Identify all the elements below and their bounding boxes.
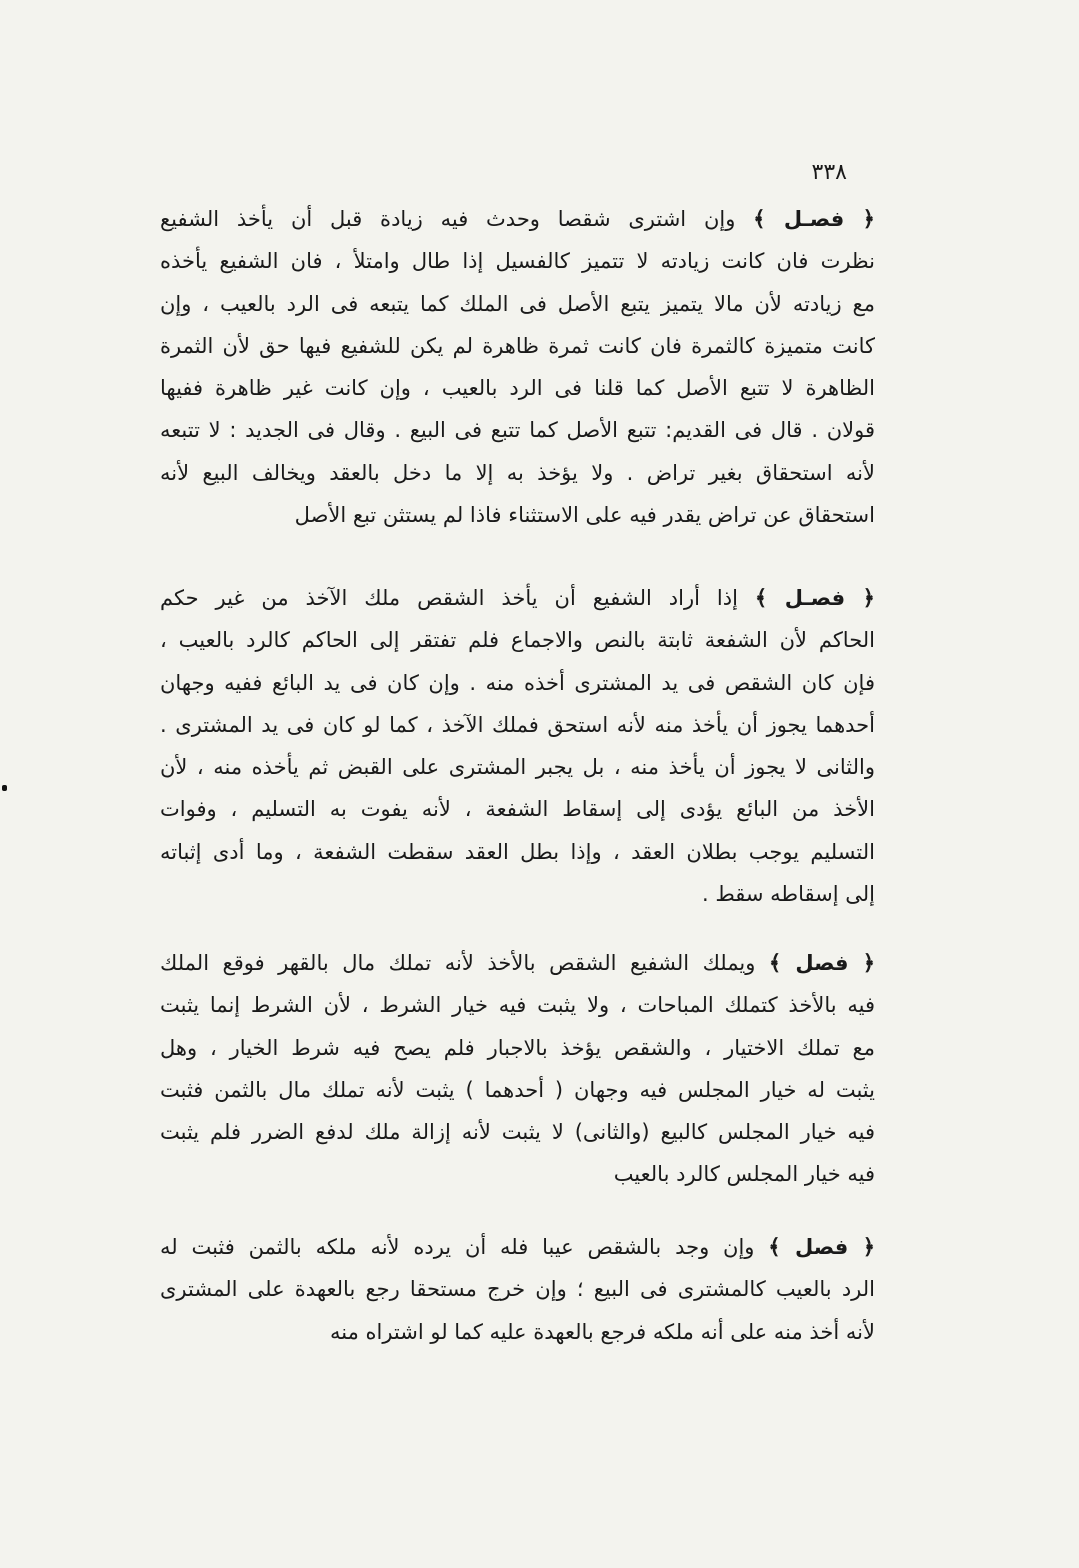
- section-heading: ﴿ فصل ﴾: [768, 951, 875, 975]
- paragraph-line: فيه خيار المجلس كالبيع (والثانى) لا يثبت لأنه إزالة ملك لدفع الضرر فلم يثبت: [160, 1120, 875, 1145]
- paragraph-line: كانت متميزة كالثمرة فان كانت ثمرة ظاهرة لم يكن للشفيع فيها حق لأن الثمرة: [160, 333, 875, 358]
- paragraph-2: [160, 577, 875, 915]
- paragraph-line: والثانى لا يجوز أن يأخذ منه ، بل يجبر المشترى على القبض ثم يأخذه منه ، لأن: [160, 755, 875, 780]
- paragraph-4: [160, 1226, 875, 1353]
- paragraph-line: الحاكم لأن الشفعة ثابتة بالنص والاجماع فلم تفتقر إلى الحاكم كالرد بالعيب ،: [160, 628, 875, 653]
- paragraph-line: ﴿ فصل ﴾ ويملك الشفيع الشقص بالأخذ لأنه تملك مال بالقهر فوقع الملك: [160, 951, 875, 975]
- paragraph-line: ﴿ فصـل ﴾ إذا أراد الشفيع أن يأخذ الشقص ملك الآخذ من غير حكم: [160, 586, 875, 610]
- paragraph-line: لأنه أخذ منه على أنه ملكه فرجع بالعهدة عليه كما لو اشتراه منه: [329, 1319, 875, 1344]
- paragraph-line: استحقاق عن تراض يقدر فيه على الاستثناء فاذا لم يستثن تبع الأصل: [294, 503, 875, 528]
- paragraph-line: ﴿ فصـل ﴾ وإن اشترى شقصا وحدث فيه زيادة قبل أن يأخذ الشفيع: [160, 207, 875, 231]
- paragraph-line: فيه خيار المجلس كالرد بالعيب: [613, 1162, 875, 1187]
- section-heading: ﴿ فصـل ﴾: [754, 586, 875, 610]
- paragraph-line: الرد بالعيب كالمشترى فى البيع ؛ وإن خرج مستحقا رجع بالعهدة على المشترى: [160, 1277, 875, 1302]
- paragraph-line: نظرت فان كانت زيادته لا تتميز كالفسيل إذا طال وامتلأ ، فان الشفيع يأخذه: [160, 249, 875, 274]
- paragraph-1: [160, 198, 875, 536]
- paragraph-line: الأخذ من البائع يؤدى إلى إسقاط الشفعة ، لأنه يفوت به التسليم ، وفوات: [160, 797, 875, 822]
- page-number: ٣٣٨: [811, 160, 847, 185]
- paragraph-line: مع تملك الاختيار ، والشقص يؤخذ بالاجبار فلم يصح فيه شرط الخيار ، وهل: [160, 1035, 875, 1060]
- paragraph-line: لأنه استحقاق بغير تراض . ولا يؤخذ به إلا ما دخل بالعقد ويخالف البيع لأنه: [160, 460, 875, 485]
- paragraph-line: إلى إسقاطه سقط .: [701, 882, 875, 907]
- paragraph-line: فإن كان الشقص فى يد المشترى أخذه منه . وإن كان فى يد البائع ففيه وجهان: [160, 670, 875, 695]
- paragraph-line: فيه بالأخذ كتملك المباحات ، ولا يثبت فيه خيار الشرط ، لأن الشرط إنما يثبت: [160, 993, 875, 1018]
- paragraph-line: التسليم يوجب بطلان العقد ، وإذا بطل العقد سقطت الشفعة ، وما أدى إثباته: [160, 839, 875, 864]
- scan-mark: [2, 785, 7, 791]
- paragraph-3: [160, 942, 875, 1196]
- paragraph-line: يثبت له خيار المجلس فيه وجهان ( أحدهما ) يثبت لأنه تملك مال بالثمن فثبت: [160, 1077, 875, 1102]
- paragraph-line: قولان . قال فى القديم: تتبع الأصل كما تتبع فى البيع . وقال فى الجديد : لا تتبعه: [160, 418, 875, 443]
- paragraph-line: مع زيادته لأن مالا يتميز يتبع الأصل فى الملك كما يتبعه فى الرد بالعيب ، وإن: [160, 291, 875, 316]
- section-heading: ﴿ فصل ﴾: [768, 1235, 875, 1259]
- paragraph-line: ﴿ فصل ﴾ وإن وجد بالشقص عيبا فله أن يرده لأنه ملكه بالثمن فثبت له: [160, 1235, 875, 1259]
- paragraph-line: أحدهما يجوز أن يأخذ منه لأنه استحق فملك الآخذ ، كما لو كان فى يد المشترى .: [160, 712, 875, 737]
- section-heading: ﴿ فصـل ﴾: [753, 207, 875, 231]
- paragraph-line: الظاهرة لا تتبع الأصل كما قلنا فى الرد بالعيب ، وإن كانت غير ظاهرة ففيها: [160, 376, 875, 401]
